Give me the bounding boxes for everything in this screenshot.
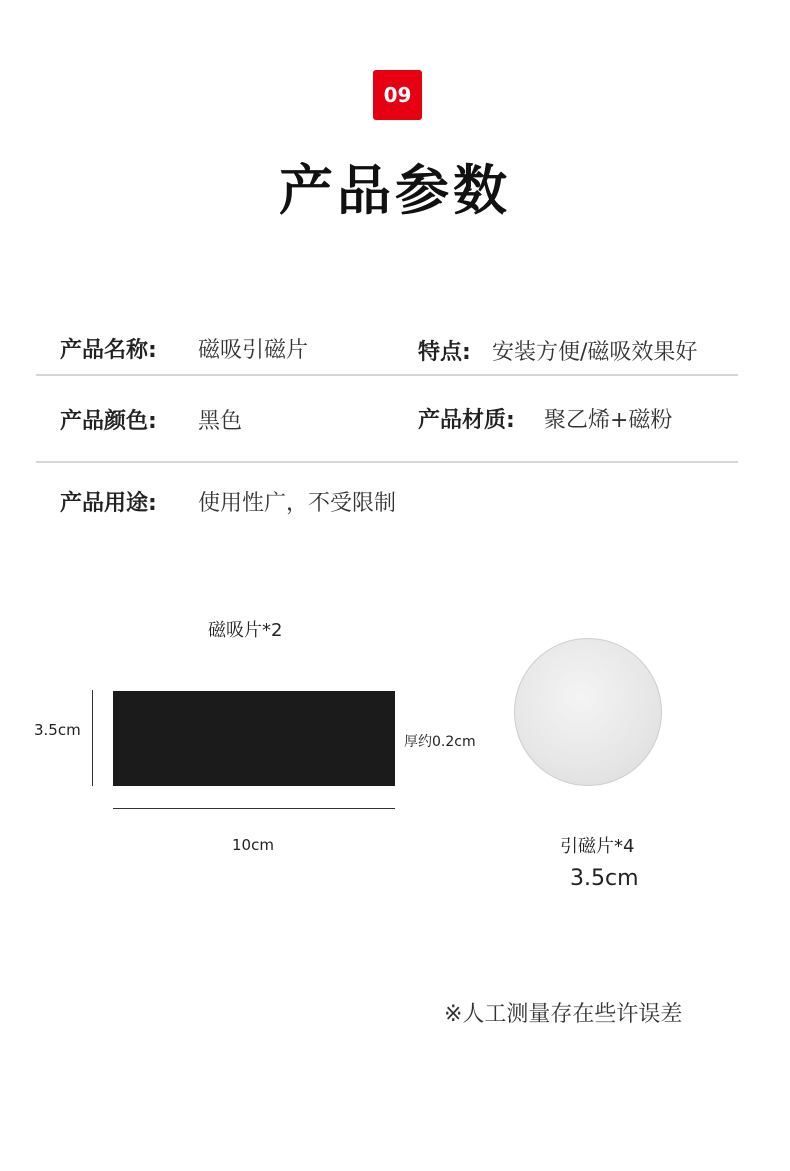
metal-disc-diameter: 3.5cm bbox=[570, 866, 639, 891]
product-material-label: 产品材质: bbox=[418, 408, 515, 433]
spec-divider bbox=[36, 461, 738, 463]
measurement-footnote: ※人工测量存在些许误差 bbox=[444, 1002, 683, 1027]
metal-disc-image bbox=[514, 638, 662, 786]
magnet-height-label: 3.5cm bbox=[34, 721, 81, 739]
product-use-value: 使用性广，不受限制 bbox=[198, 491, 397, 516]
feature-label: 特点: bbox=[418, 340, 471, 365]
product-name-label: 产品名称: bbox=[60, 338, 157, 363]
magnet-thickness-label: 厚约0.2cm bbox=[404, 734, 476, 750]
product-material-value: 聚乙烯+磁粉 bbox=[544, 408, 673, 433]
product-color-value: 黑色 bbox=[198, 409, 243, 434]
height-dimension-line bbox=[92, 690, 93, 786]
page-title: 产品参数 bbox=[279, 159, 511, 222]
magnet-sheet-caption: 磁吸片*2 bbox=[208, 620, 283, 641]
magnet-sheet-image bbox=[113, 691, 395, 786]
metal-disc-caption: 引磁片*4 bbox=[560, 836, 635, 857]
magnet-width-label: 10cm bbox=[232, 836, 274, 854]
product-color-label: 产品颜色: bbox=[60, 409, 157, 434]
section-number-badge: 09 bbox=[373, 70, 422, 120]
product-name-value: 磁吸引磁片 bbox=[198, 338, 309, 363]
feature-value: 安装方便/磁吸效果好 bbox=[492, 340, 698, 365]
width-dimension-line bbox=[113, 808, 395, 809]
spec-divider bbox=[36, 374, 738, 376]
product-use-label: 产品用途: bbox=[60, 491, 157, 516]
